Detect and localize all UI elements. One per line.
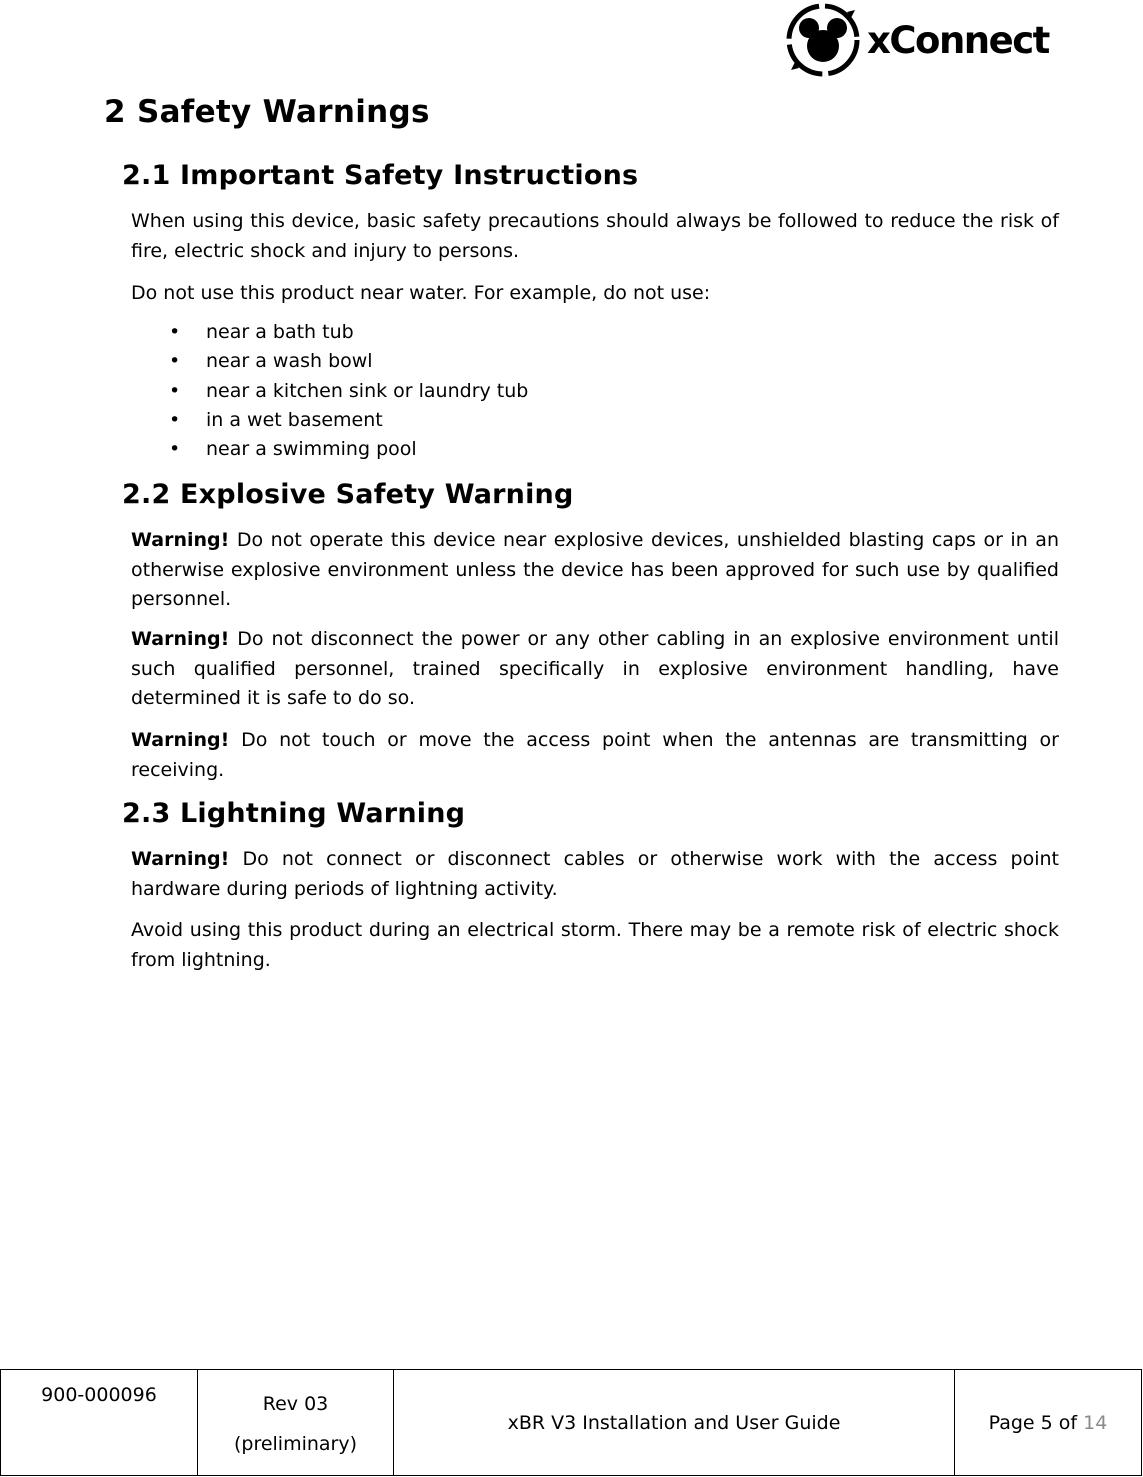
logo-wordmark: xConnect xyxy=(867,18,1049,62)
warning-label: Warning! xyxy=(131,529,230,551)
footer-doc-title: xBR V3 Installation and User Guide xyxy=(394,1370,955,1476)
mickey-logo-icon xyxy=(785,2,861,78)
list-item: • near a wash bowl xyxy=(131,347,528,376)
list-item: • near a swimming pool xyxy=(131,435,528,464)
current-page: 5 xyxy=(1040,1411,1053,1434)
list-item: • near a kitchen sink or laundry tub xyxy=(131,377,528,406)
bullet-icon: • xyxy=(169,438,181,461)
paragraph-explosive-warning-1: Warning! Do not operate this device near explosive devices, unshielded blasting caps or in an otherwise explosive environment unless the device has been approved for such use by qualified personnel. xyxy=(131,529,1059,610)
water-locations-list xyxy=(131,318,528,464)
bullet-icon: • xyxy=(169,379,181,402)
list-item: • in a wet basement xyxy=(131,406,528,435)
paragraph-water-warning: Do not use this product near water. For example, do not use: xyxy=(131,282,711,304)
paragraph-lightning-warning: Warning! Do not connect or disconnect cables or otherwise work with the access point hardware during periods of lightning activity. xyxy=(131,848,1059,900)
total-pages: 14 xyxy=(1083,1411,1108,1434)
footer-revision xyxy=(198,1370,394,1476)
footer-rev-status: (preliminary) xyxy=(233,1433,358,1455)
bullet-icon: • xyxy=(169,350,181,373)
footer-page-number: Page 5 of 14 xyxy=(955,1370,1142,1476)
page-footer xyxy=(0,1369,1142,1476)
section-title: 2 Safety Warnings xyxy=(104,94,430,130)
warning-label: Warning! xyxy=(131,729,230,751)
bullet-icon: • xyxy=(169,408,181,431)
company-logo xyxy=(785,0,1057,80)
warning-label: Warning! xyxy=(131,848,230,870)
paragraph-explosive-warning-2: Warning! Do not disconnect the power or any other cabling in an explosive environment until such qualified personnel, trained specifically in explosive environment handling, have determined it is safe to do so. xyxy=(131,628,1059,709)
bullet-icon: • xyxy=(169,321,181,343)
subsection-title-lightning: 2.3 Lightning Warning xyxy=(122,798,466,829)
list-item: • near a bath tub xyxy=(131,318,528,347)
paragraph-safety-precautions: When using this device, basic safety precautions should always be followed to reduce the risk of fire, electric shock and injury to persons. xyxy=(131,210,1059,262)
warning-label: Warning! xyxy=(131,628,230,650)
footer-doc-number: 900-000096 xyxy=(1,1370,198,1476)
subsection-title-explosive-safety: 2.2 Explosive Safety Warning xyxy=(122,479,574,510)
subsection-title-important-safety: 2.1 Important Safety Instructions xyxy=(122,160,639,191)
paragraph-explosive-warning-3: Warning! Do not touch or move the access point when the antennas are transmitting or receiving. xyxy=(131,729,1059,781)
paragraph-storm-advice: Avoid using this product during an electrical storm. There may be a remote risk of electric shock from lightning. xyxy=(131,919,1059,971)
footer-rev: Rev 03 xyxy=(262,1393,329,1415)
